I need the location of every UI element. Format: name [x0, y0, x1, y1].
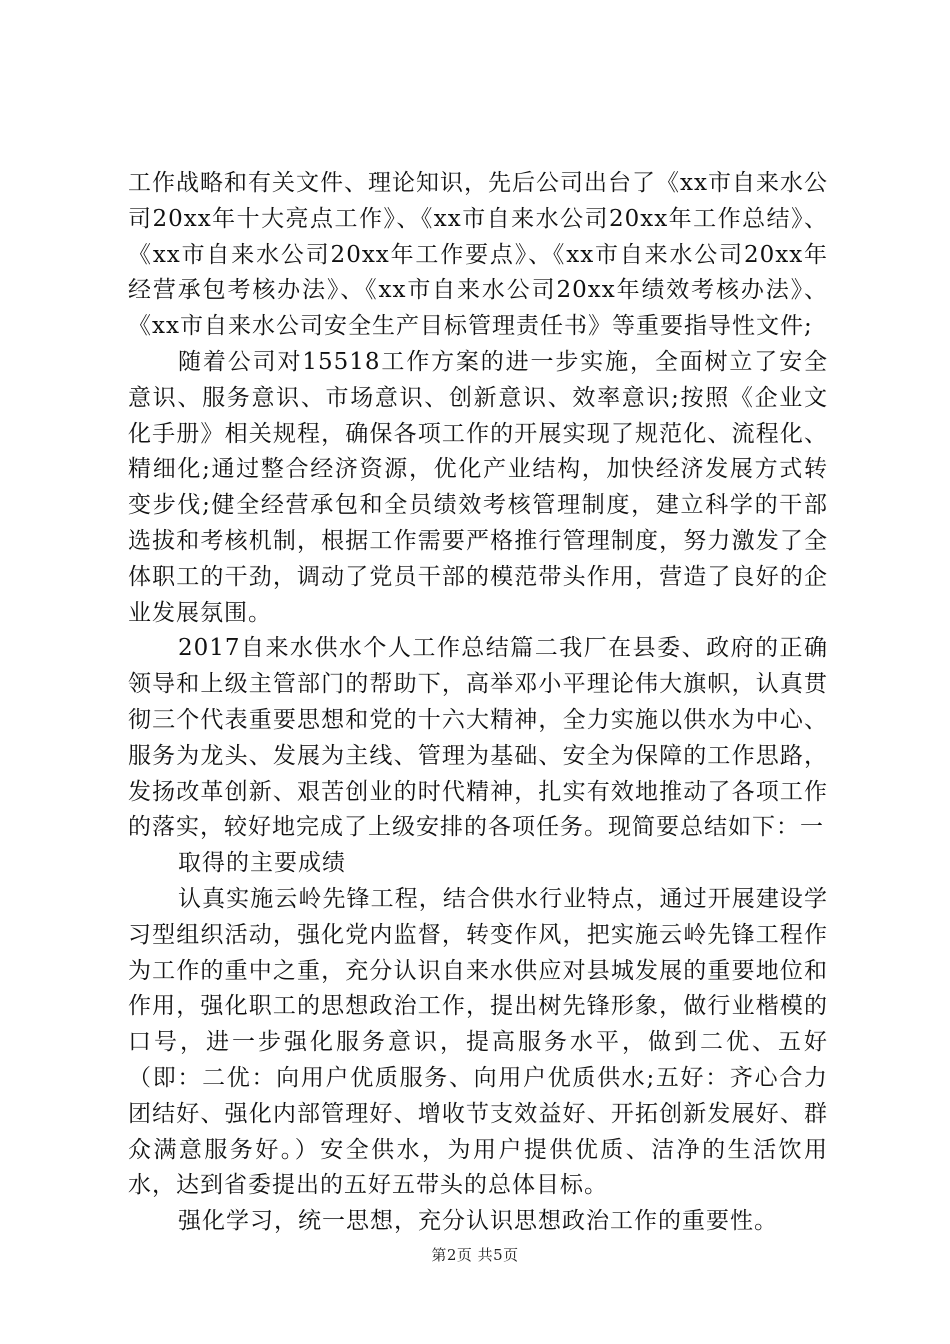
document-body: [128, 166, 828, 1240]
paragraph-1: 工作战略和有关文件、理论知识，先后公司出台了《xx市自来水公司20xx年十大亮点工作》、《xx市自来水公司20xx年工作总结》、《xx市自来水公司20xx年工作要点》、《xx市自来水公司20xx年经营承包考核办法》、《xx市自来水公司20xx年绩效考核办法》、《xx市自来水公司安全生产目标管理责任书》等重要指导性文件;: [128, 170, 828, 340]
paragraph-3: 2017自来水供水个人工作总结篇二我厂在县委、政府的正确领导和上级主管部门的帮助下，高举邓小平理论伟大旗帜，认真贯彻三个代表重要思想和党的十六大精神，全力实施以供水为中心、服务为龙头、发展为主线、管理为基础、安全为保障的工作思路，发扬改革创新、艰苦创业的时代精神，扎实有效地推动了各项工作的落实，较好地完成了上级安排的各项任务。现简要总结如下：一: [128, 635, 828, 841]
paragraph-4: 认真实施云岭先锋工程，结合供水行业特点，通过开展建设学习型组织活动，强化党内监督，转变作风，把实施云岭先锋工程作为工作的重中之重，充分认识自来水供应对县城发展的重要地位和作用，强化职工的思想政治工作，提出树先锋形象，做行业楷模的口号，进一步强化服务意识，提高服务水平，做到二优、五好（即：二优：向用户优质服务、向用户优质供水;五好：齐心合力团结好、强化内部管理好、增收节支效益好、开拓创新发展好、群众满意服务好。）安全供水，为用户提供优质、洁净的生活饮用水，达到省委提出的五好五带头的总体目标。: [128, 885, 828, 1199]
paragraph-5: 强化学习，统一思想，充分认识思想政治工作的重要性。: [178, 1208, 778, 1235]
page-number-footer: 第2页 共5页: [431, 1246, 519, 1264]
paragraph-2: 随着公司对15518工作方案的进一步实施，全面树立了安全意识、服务意识、市场意识、创新意识、效率意识;按照《企业文化手册》相关规程，确保各项工作的开展实现了规范化、流程化、精细化;通过整合经济资源，优化产业结构，加快经济发展方式转变步伐;健全经营承包和全员绩效考核管理制度，建立科学的干部选拔和考核机制，根据工作需要严格推行管理制度，努力激发了全体职工的干劲，调动了党员干部的模范带头作用，营造了良好的企业发展氛围。: [128, 348, 828, 626]
section-heading: 取得的主要成绩: [178, 850, 346, 877]
